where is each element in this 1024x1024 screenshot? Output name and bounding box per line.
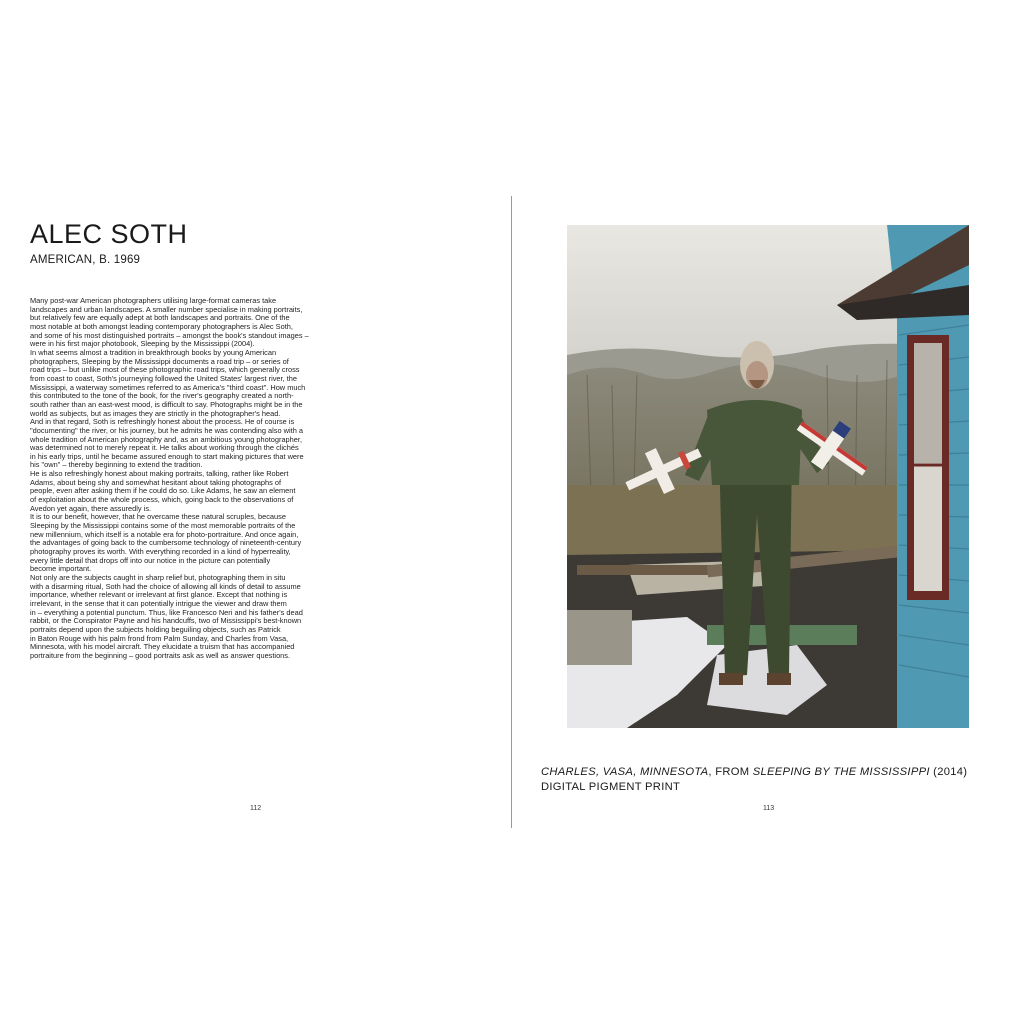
essay-line: "documenting" the river, or his journey, but he admits he was contending also with a [30,426,303,435]
photo-caption [541,765,981,795]
essay-line: landscapes and urban landscapes. A smaller number specialise in making portraits, [30,305,303,314]
essay-line: In what seems almost a tradition in breakthrough books by young American [30,348,277,357]
page-number-left: 112 [250,805,262,812]
caption-year: (2014) [929,766,968,778]
essay-line: Many post-war American photographers utilising large-format cameras take [30,297,277,305]
essay-line: in – everything a potential punctum. Thus, like Francesco Neri and his father's dead [30,608,303,617]
essay-line: every little detail that drops off into our notice in the picture can potentially [30,556,271,565]
essay-line: world as subjects, but as images they are strictly in the photographer's head. [30,409,281,418]
essay-line: become important. [30,565,92,574]
essay-line: portraiture from the beginning – good portraits ask as well as answer questions. [30,651,291,660]
essay-line: Avedon yet again, there assuredly is. [30,504,152,513]
caption-medium: DIGITAL PIGMENT PRINT [541,781,681,793]
essay-line: in his early trips, until he became assured enough to start making pictures that were [30,452,304,461]
artist-nationality: AMERICAN, B. 1969 [30,254,141,266]
essay-line: photographers, Sleeping by the Mississippi documents a road trip – or series of [30,357,289,366]
essay-line: was determined not to merely repeat it. He talks about working through the clichés [30,444,299,453]
essay-line: whole tradition of American photography and, as an ambitious young photographer, [30,435,302,444]
essay-line: rabbit, or the Conspirator Payne and his handcuffs, two of Mississippi's best-known [30,617,302,626]
essay-line: with a disarming ritual, Soth had the choice of allowing all kinds of detail to assume [30,582,301,591]
essay-line: And in that regard, Soth is refreshingly honest about the process. He of course is [30,418,295,427]
essay-line: Not only are the subjects caught in sharp relief but, photographing them in situ [30,574,286,582]
caption-title: CHARLES, VASA, MINNESOTA [541,766,709,778]
photograph-illustration [567,225,969,728]
caption-book-title: SLEEPING BY THE MISSISSIPPI [752,766,930,778]
essay-line: from coast to coast, Soth's journeying followed the United States' largest river, the [30,374,297,383]
essay-line: but relatively few are equally adept at both landscapes and portraits. One of the [30,314,290,323]
page-gutter [511,196,512,828]
essay-line: importance, whether relevant or irrelevant at first glance. Except that nothing is [30,591,288,600]
page-number-right: 113 [763,805,775,812]
essay-line: Adams, about being shy and somewhat hesitant about taking photographs of [30,478,282,487]
artist-name: ALEC SOTH [30,219,188,249]
essay-body [30,297,348,661]
essay-line: irrelevant, in the sense that it can potentially intrigue the viewer and draw them [30,599,287,608]
photograph [567,225,969,728]
essay-line: Sleeping by the Mississippi contains some of the most memorable portraits of the [30,522,296,531]
essay-line: south rather than an east-west mood, is difficult to say. Photographs might be in the [30,400,303,409]
essay-line: It is to our benefit, however, that he overcame these natural scruples, because [30,513,286,522]
essay-line: most notable at both amongst leading contemporary photographers is Alec Soth, [30,322,293,331]
essay-line: He is also refreshingly honest about making portraits, talking, rather like Robert [30,470,289,479]
essay-line: people, even after asking them if he could do so. Like Adams, he saw an element [30,487,296,496]
essay-line: road trips – but unlike most of these photographic road trips, which generally cross [30,366,300,375]
essay-line: in Baton Rouge with his palm frond from Palm Sunday, and Charles from Vasa, [30,634,289,643]
essay-line: of exploitation about the whole process, which, going back to the observations of [30,496,294,505]
essay-line: portraits depend upon the subjects holding beguiling objects, such as Patrick [30,625,281,634]
caption-from: , FROM [708,766,753,778]
essay-line: the advantages of going back to the cumbersome technology of nineteenth-century [30,539,302,548]
caption-title-line [541,765,981,780]
essay-line: new millennium, which itself is a notable era for photo-portraiture. And once again, [30,530,299,539]
essay-line: his "own" – thereby beginning to extend the tradition. [30,461,203,470]
essay-line: photography proves its worth. With everything recorded in a kind of hyperreality, [30,548,291,557]
essay-line: Mississippi, a waterway sometimes referred to as America's "third coast". How much [30,383,306,392]
essay-line: and some of his most distinguished portraits – amongst the book's standout images – [30,331,309,340]
essay-line: this contributed to the tone of the book, for the river's geography created a north- [30,392,294,401]
essay-line: Minnesota, with his model aircraft. They elucidate a truism that has accompanied [30,643,295,652]
essay-line: were in his first major photobook, Sleeping by the Mississippi (2004). [30,340,255,349]
